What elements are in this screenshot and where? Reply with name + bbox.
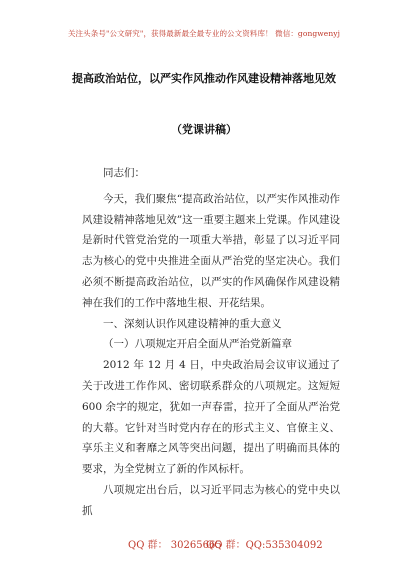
paragraph-continuation: 八项规定出台后，以习近平同志为核心的党中央以抓 (82, 483, 340, 517)
paragraph-eight-rules: 2012 年 12 月 4 日，中央政治局会议审议通过了关于改进工作作风、密切联系群众的八项规定。这短短 600 余字的规定，犹如一声春雷，拉开了全面从严治党的大幕。它针对当时党内存在的形式主义、官僚主义、享乐主义和奢靡之风等突出问题，提出了明确而具体的要求，为全党树立了新的作风标杆。 (82, 359, 340, 476)
document-body (82, 163, 340, 522)
document-title: 提高政治站位，以严实作风推动作风建设精神落地见效 (72, 72, 336, 85)
paragraph-intro: 今天，我们聚焦“提高政治站位，以严实作风推动作风建设精神落地见效”这一重要主题来上党课。作风建设是新时代管党治党的一项重大举措，彰显了以习近平同志为核心的党中央推进全面从严治党的坚定决心。我们必须不断提高政治站位，以严实的作风确保作风建设精神在我们的工作中落地生根、开花结果。 (82, 192, 340, 309)
footer-qq-group-2: QQ 群：QQ:535304092 (206, 540, 323, 551)
salutation: 同志们： (103, 167, 145, 179)
document-subtitle: （党课讲稿） (171, 123, 237, 136)
footer-qq-group-1: QQ 群： 30265665 (128, 540, 222, 551)
section-heading-1: 一、深刻认识作风建设精神的重大意义 (103, 317, 282, 330)
subsection-heading-1: （一）八项规定开启全面从严治党新篇章 (103, 338, 292, 351)
header-note: 关注头条号"公文研究"，获得最新最全最专业的公文资料库！ 微信：gongwenyj (67, 29, 341, 38)
